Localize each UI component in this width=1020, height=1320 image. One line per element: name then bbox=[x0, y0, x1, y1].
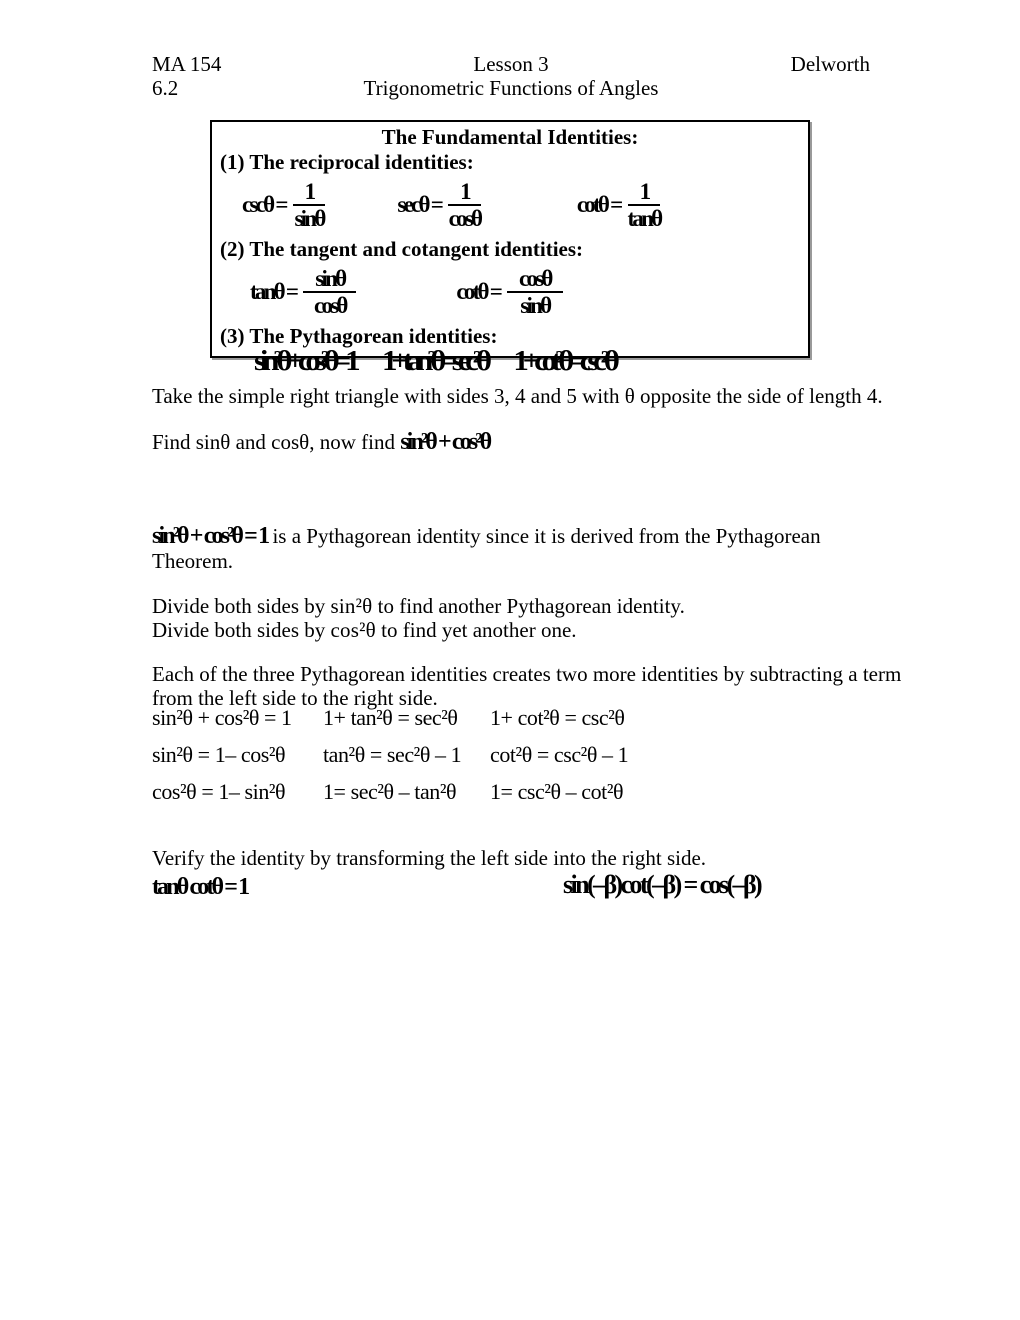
grid-row-3 bbox=[152, 780, 628, 804]
course-code: MA 154 bbox=[152, 52, 222, 76]
section-number: 6.2 bbox=[152, 76, 179, 100]
cot-numerator: 1 bbox=[628, 179, 661, 206]
sec-fraction bbox=[448, 179, 481, 231]
reciprocal-heading: (1) The reciprocal identities: bbox=[220, 150, 474, 174]
cot2-denominator: sinθ bbox=[520, 293, 550, 318]
pythagorean-heading: (3) The Pythagorean identities: bbox=[220, 324, 498, 348]
cot-lhs: cotθ = bbox=[576, 192, 621, 217]
sec-numerator: 1 bbox=[448, 179, 481, 206]
find-prefix: Find sinθ and cosθ, now find bbox=[152, 430, 401, 454]
each-paragraph bbox=[152, 662, 901, 710]
each-line1: Each of the three Pythagorean identities creates two more identities by subtracting a term bbox=[152, 662, 902, 686]
csc-lhs: cscθ = bbox=[242, 192, 286, 217]
identity-text-line1: is a Pythagorean identity since it is derived from the Pythagorean bbox=[267, 524, 821, 548]
instructor-name: Delworth bbox=[790, 52, 870, 76]
lesson-label: Lesson 3 bbox=[473, 52, 549, 76]
reciprocal-identities-row bbox=[242, 179, 800, 231]
verify-equation-right: sin(–β)cot(–β) = cos(–β) bbox=[563, 870, 761, 899]
tangent-heading: (2) The tangent and cotangent identities: bbox=[220, 237, 584, 261]
divide1-suffix: to find another Pythagorean identity. bbox=[372, 594, 685, 618]
sec-denominator: cosθ bbox=[448, 206, 481, 231]
divide-cos-line bbox=[152, 618, 577, 642]
triangle-paragraph: Take the simple right triangle with sides 3, 4 and 5 with θ opposite the side of length 4. bbox=[152, 384, 883, 408]
identities-box bbox=[210, 120, 810, 377]
pythagorean-identity-grid bbox=[152, 706, 628, 817]
csc-numerator: 1 bbox=[293, 179, 326, 206]
csc-denominator: sinθ bbox=[294, 206, 324, 231]
grid-cell: 1+ tan²θ = sec²θ bbox=[323, 705, 458, 730]
sec-lhs: secθ = bbox=[397, 192, 442, 217]
grid-cell: 1+ cot²θ = csc²θ bbox=[490, 705, 625, 730]
divide-sin-line bbox=[152, 594, 685, 618]
cot2-fraction bbox=[507, 266, 563, 318]
tan-identity bbox=[250, 266, 356, 318]
box-title: The Fundamental Identities: bbox=[381, 125, 639, 149]
csc-identity bbox=[242, 179, 325, 231]
grid-row-1 bbox=[152, 706, 628, 730]
tangent-identities-row bbox=[250, 266, 800, 318]
divide1-prefix: Divide both sides by bbox=[152, 594, 331, 618]
grid-cell: cos²θ = 1– sin²θ bbox=[152, 779, 286, 804]
sec-identity bbox=[397, 179, 480, 231]
find-paragraph bbox=[152, 430, 489, 454]
grid-cell: cot²θ = csc²θ – 1 bbox=[490, 742, 629, 767]
cot2-identity bbox=[456, 266, 562, 318]
cot-denominator: tanθ bbox=[627, 206, 661, 231]
divide2-math: cos²θ bbox=[330, 618, 376, 642]
cot2-lhs: cotθ = bbox=[456, 279, 501, 304]
cot-identity bbox=[577, 179, 661, 231]
divide2-suffix: to find yet another one. bbox=[375, 618, 577, 642]
document-title: Trigonometric Functions of Angles bbox=[363, 76, 659, 100]
verify-paragraph: Verify the identity by transforming the left side into the right side. bbox=[152, 846, 707, 870]
grid-cell: sin²θ = 1– cos²θ bbox=[152, 742, 286, 767]
header-spacer bbox=[660, 76, 870, 100]
cot-fraction bbox=[628, 179, 661, 231]
csc-fraction bbox=[293, 179, 326, 231]
tan-fraction bbox=[303, 266, 356, 318]
divide1-math: sin²θ bbox=[330, 594, 373, 618]
tan-numerator: sinθ bbox=[303, 266, 356, 293]
pythagorean-identities-line: sin²θ+cos²θ=1 1+tan²θ=sec²θ 1+cot²θ=csc²θ bbox=[254, 344, 614, 377]
grid-row-2 bbox=[152, 743, 628, 767]
verify-equation-left: tanθ cotθ = 1 bbox=[152, 874, 248, 900]
grid-cell: tan²θ = sec²θ – 1 bbox=[323, 742, 462, 767]
header-row-1 bbox=[152, 52, 870, 76]
grid-cell: 1= csc²θ – cot²θ bbox=[490, 779, 624, 804]
find-equation: sin²θ + cos²θ bbox=[400, 429, 490, 455]
divide2-prefix: Divide both sides by bbox=[152, 618, 331, 642]
header-row-2 bbox=[152, 76, 870, 100]
grid-cell: sin²θ + cos²θ = 1 bbox=[152, 705, 292, 730]
identity-paragraph bbox=[152, 524, 821, 574]
identity-text-line2: Theorem. bbox=[152, 549, 234, 573]
tan-denominator: cosθ bbox=[314, 293, 346, 318]
grid-cell: 1= sec²θ – tan²θ bbox=[323, 779, 457, 804]
cot2-numerator: cosθ bbox=[507, 266, 563, 293]
identity-equation: sin²θ + cos²θ = 1 bbox=[152, 523, 268, 549]
tan-lhs: tanθ = bbox=[250, 279, 297, 304]
each-line2: from the left side to the right side. bbox=[152, 686, 438, 710]
